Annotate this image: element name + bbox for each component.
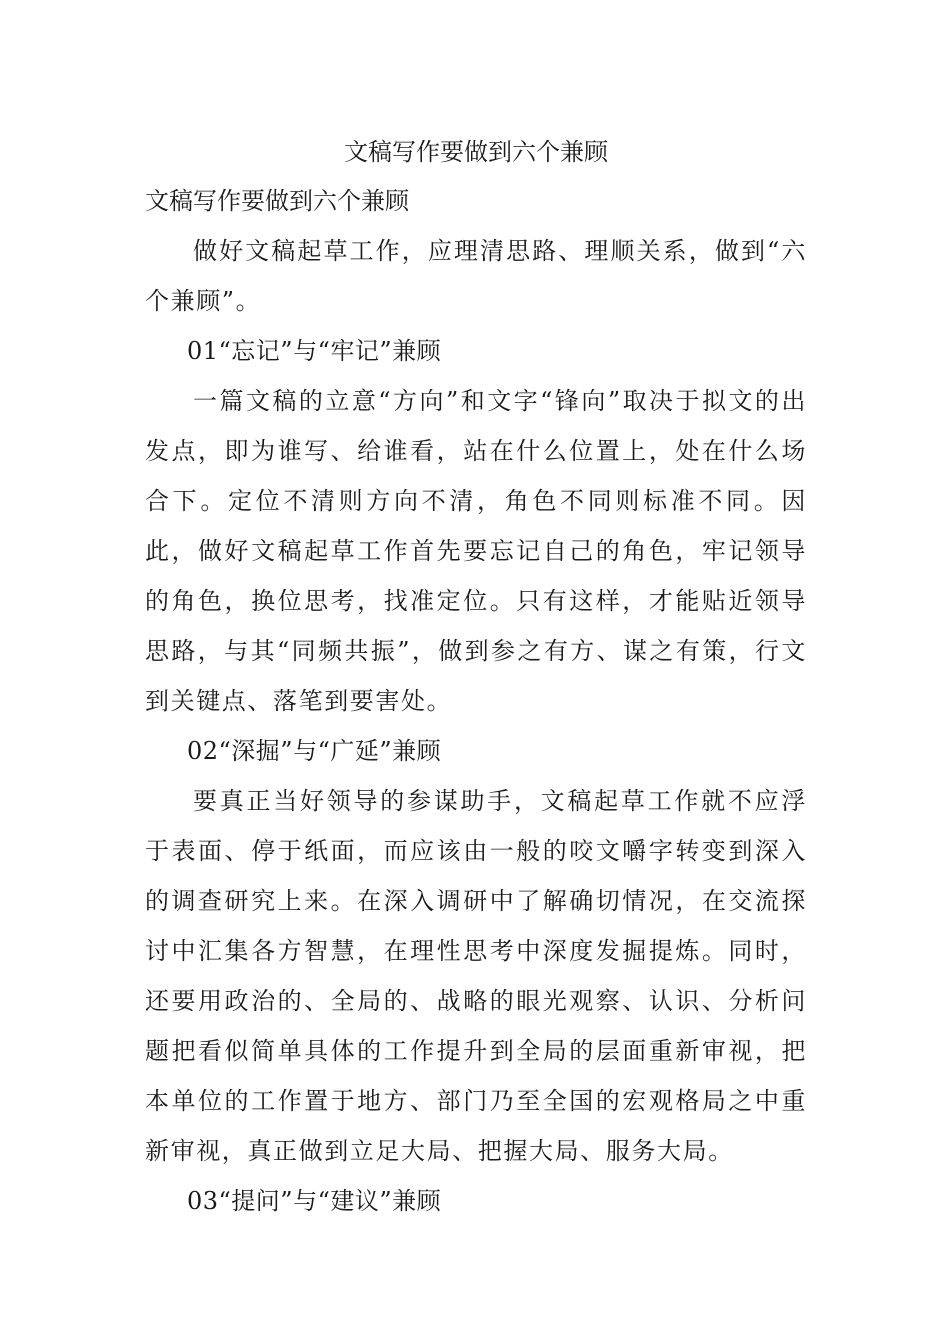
document-subtitle: 文稿写作要做到六个兼顾: [145, 187, 409, 215]
document-title: 文稿写作要做到六个兼顾: [344, 138, 608, 166]
section-heading-02: 02“深掘”与“广延”兼顾: [187, 737, 442, 765]
section-heading-01: 01“忘记”与“牢记”兼顾: [187, 337, 442, 365]
document-page: [145, 128, 807, 1226]
intro-paragraph: 做好文稿起草工作，应理清思路、理顺关系，做到“六个兼顾”。: [145, 237, 807, 315]
section-body-01: 一篇文稿的立意“方向”和文字“锋向”取决于拟文的出发点，即为谁写、给谁看，站在什么位置上，处在什么场合下。定位不清则方向不清，角色不同则标准不同。因此，做好文稿起草工作首先要忘记自己的角色，牢记领导的角色，换位思考，找准定位。只有这样，才能贴近领导思路，与其“同频共振”，做到参之有方、谋之有策，行文到关键点、落笔到要害处。: [145, 387, 807, 715]
section-heading-03: 03“提问”与“建议”兼顾: [187, 1187, 442, 1215]
section-body-02: 要真正当好领导的参谋助手，文稿起草工作就不应浮于表面、停于纸面，而应该由一般的咬文嚼字转变到深入的调查研究上来。在深入调研中了解确切情况，在交流探讨中汇集各方智慧，在理性思考中深度发掘提炼。同时，还要用政治的、全局的、战略的眼光观察、认识、分析问题把看似简单具体的工作提升到全局的层面重新审视，把本单位的工作置于地方、部门乃至全国的宏观格局之中重新审视，真正做到立足大局、把握大局、服务大局。: [145, 787, 807, 1165]
